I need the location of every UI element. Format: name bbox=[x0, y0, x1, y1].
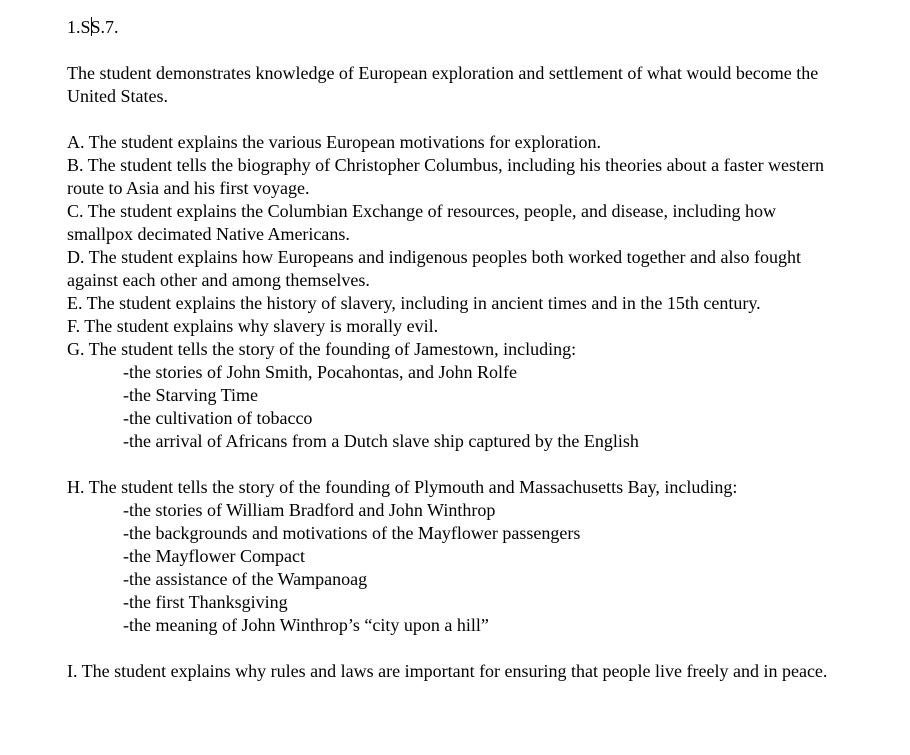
item-h-sub-3: -the Mayflower Compact bbox=[123, 546, 305, 566]
item-g-sub-1: -the stories of John Smith, Pocahontas, and John Rolfe bbox=[123, 362, 517, 382]
item-a: A. The student explains the various European motivations for exploration. bbox=[67, 132, 602, 152]
item-g-sub-2: -the Starving Time bbox=[123, 385, 259, 405]
item-h-sub-6: -the meaning of John Winthrop’s “city upon a hill” bbox=[123, 615, 489, 635]
item-f: F. The student explains why slavery is morally evil. bbox=[67, 316, 439, 336]
item-c: C. The student explains the Columbian Exchange of resources, people, and disease, including how smallpox decimated Native Americans. bbox=[67, 201, 776, 244]
item-e: E. The student explains the history of slavery, including in ancient times and in the 15th century. bbox=[67, 293, 761, 313]
document-body bbox=[67, 16, 857, 683]
item-h-sub-4: -the assistance of the Wampanoag bbox=[123, 569, 368, 589]
item-h: H. The student tells the story of the founding of Plymouth and Massachusetts Bay, including: bbox=[67, 477, 738, 497]
item-g: G. The student tells the story of the founding of Jamestown, including: bbox=[67, 339, 577, 359]
item-b: B. The student tells the biography of Christopher Columbus, including his theories about a faster western route to Asia and his first voyage. bbox=[67, 155, 825, 198]
blank-line bbox=[67, 453, 857, 476]
item-g-sub-4: -the arrival of Africans from a Dutch slave ship captured by the English bbox=[123, 431, 639, 451]
standard-code bbox=[67, 16, 857, 39]
blank-line bbox=[67, 637, 857, 660]
standard-code-prefix: 1.S bbox=[67, 17, 91, 37]
standard-code-suffix: S.7. bbox=[90, 17, 119, 37]
standard-intro: The student demonstrates knowledge of European exploration and settlement of what would become the United States. bbox=[67, 63, 819, 106]
item-h-sub-2: -the backgrounds and motivations of the Mayflower passengers bbox=[123, 523, 581, 543]
item-h-sub-5: -the first Thanksgiving bbox=[123, 592, 288, 612]
item-h-sub-1: -the stories of William Bradford and John Winthrop bbox=[123, 500, 496, 520]
item-d: D. The student explains how Europeans and indigenous peoples both worked together and also fought against each other and among themselves. bbox=[67, 247, 802, 290]
item-g-sub-3: -the cultivation of tobacco bbox=[123, 408, 313, 428]
item-i: I. The student explains why rules and laws are important for ensuring that people live freely and in peace. bbox=[67, 661, 828, 681]
